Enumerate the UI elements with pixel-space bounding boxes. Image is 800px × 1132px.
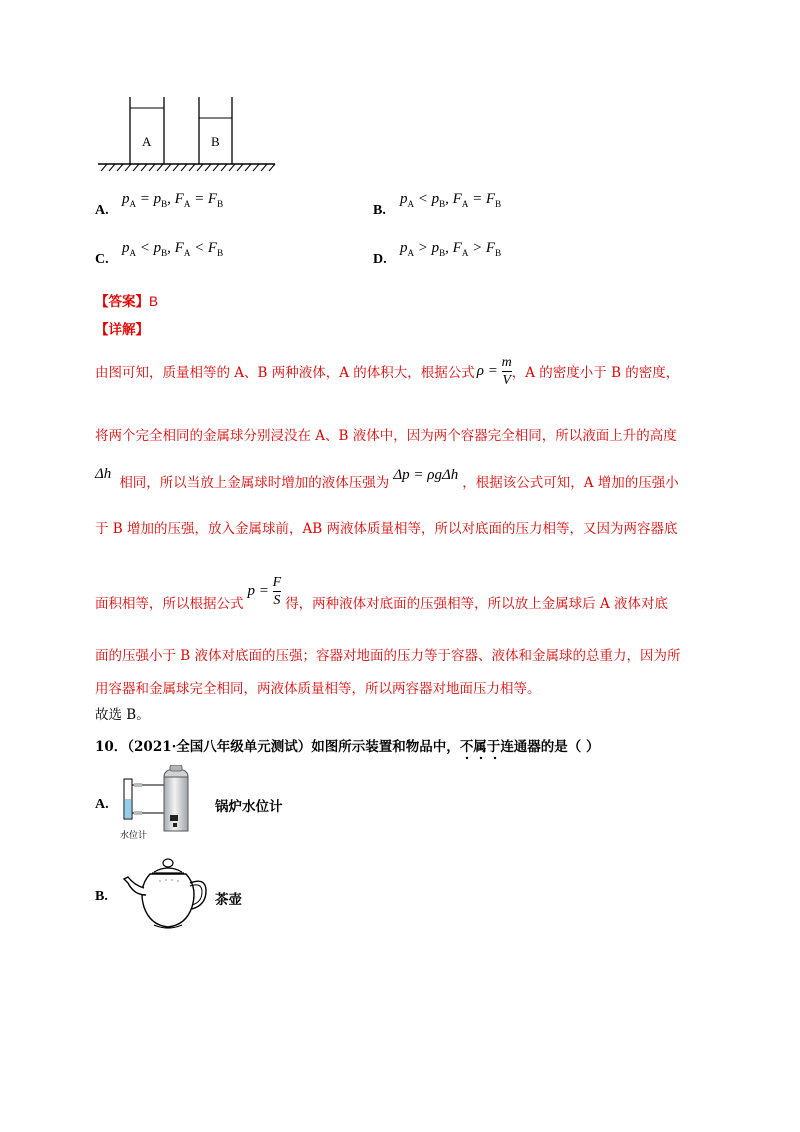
p-numerator: F [272,574,282,590]
rho-fraction [502,355,512,388]
emphasis-dots [460,756,502,760]
question-suffix: 连通器的是（ ） [500,739,600,755]
boiler-gauge-image [120,765,210,843]
option-b-label: B. [373,203,386,218]
option-c-expr: $p_A < p_B$, $F_A < F_B$ [122,240,224,258]
option-c-label: C. [95,252,109,267]
item-a-caption: 锅炉水位计 [215,799,283,815]
option-a-expr: $p_A = p_B$, $F_A = F_B$ [122,191,224,209]
option-d-label: D. [373,252,387,267]
option-b-expr: $p_A < p_B$, $F_A = F_B$ [400,191,502,209]
explanation-text: ，根据该公式可知，A 增加的压强小 [462,475,679,491]
item-b-caption: 茶壶 [215,892,242,908]
answer-tag: 【答案】 [95,294,149,310]
gauge-figure-label: 水位计 [120,831,148,841]
option-b[interactable] [373,191,633,222]
explanation-text: 面积相等，所以根据公式 [95,596,244,612]
teapot-image [120,855,210,933]
explanation-line-6: 面的压强小于 B 液体对底面的压强；容器对地面的压力等于容器、液体和金属球的总重力，因为所 [95,648,681,664]
container-b-label: B [211,134,220,149]
option-d[interactable] [373,240,633,271]
rho-formula [477,355,512,388]
option-d-expr: $p_A > p_B$, $F_A > F_B$ [400,240,502,258]
rho-numerator: m [501,354,512,370]
question-prefix: 10．（2021·全国八年级单元测试）如图所示装置和物品中， [95,739,460,755]
explanation-line-1 [95,351,679,391]
detail-tag: 【详解】 [95,322,149,338]
containers-figure [95,92,280,177]
option-a[interactable] [95,191,355,222]
item-a[interactable] [95,765,395,845]
explanation-line-5 [95,570,668,612]
container-a-label: A [142,134,152,149]
delta-h: Δh [95,465,112,482]
explanation-line-7: 用容器和金属球完全相同，两液体质量相等，所以两容器对地面压力相等。 [95,681,541,697]
question-emphasis [460,739,501,755]
explanation-text: ，A 的密度小于 B 的密度， [511,365,680,381]
explanation-text: 相同，所以当放上金属球时增加的液体压强为 [119,475,390,491]
explanation-line-2: 将两个完全相同的金属球分别浸没在 A、B 液体中，因为两个容器完全相同，所以液面上升的高度 [95,428,677,444]
conclusion: 故选 B。 [95,707,150,723]
answer-line [95,290,158,310]
option-c[interactable] [95,240,355,271]
delta-p-formula: Δp = ρgΔh [393,466,459,483]
explanation-line-4: 于 B 增加的压强，放入金属球前，AB 两液体质量相等，所以对底面的压力相等，又因为两容器底 [95,521,678,537]
p-fraction [273,575,282,608]
question-emphasis-text: 不属于 [459,739,501,755]
question-10-stem [95,735,600,755]
explanation-line-3 [95,466,679,496]
p-lhs: p = [247,582,269,599]
answer-value: B [149,294,159,309]
rho-lhs: ρ = [476,362,498,379]
item-b[interactable] [95,855,395,935]
explanation-text: 由图可知，质量相等的 A、B 两种液体，A 的体积大，根据公式 [95,365,475,381]
item-a-label: A. [95,797,109,812]
item-b-label: B. [95,889,108,904]
explanation-text: 得，两种液体对底面的压强相等，所以放上金属球后 A 液体对底 [285,596,669,612]
rho-denominator: V [502,372,511,388]
option-a-label: A. [95,203,109,218]
p-denominator: S [273,592,281,608]
p-formula [248,575,282,608]
